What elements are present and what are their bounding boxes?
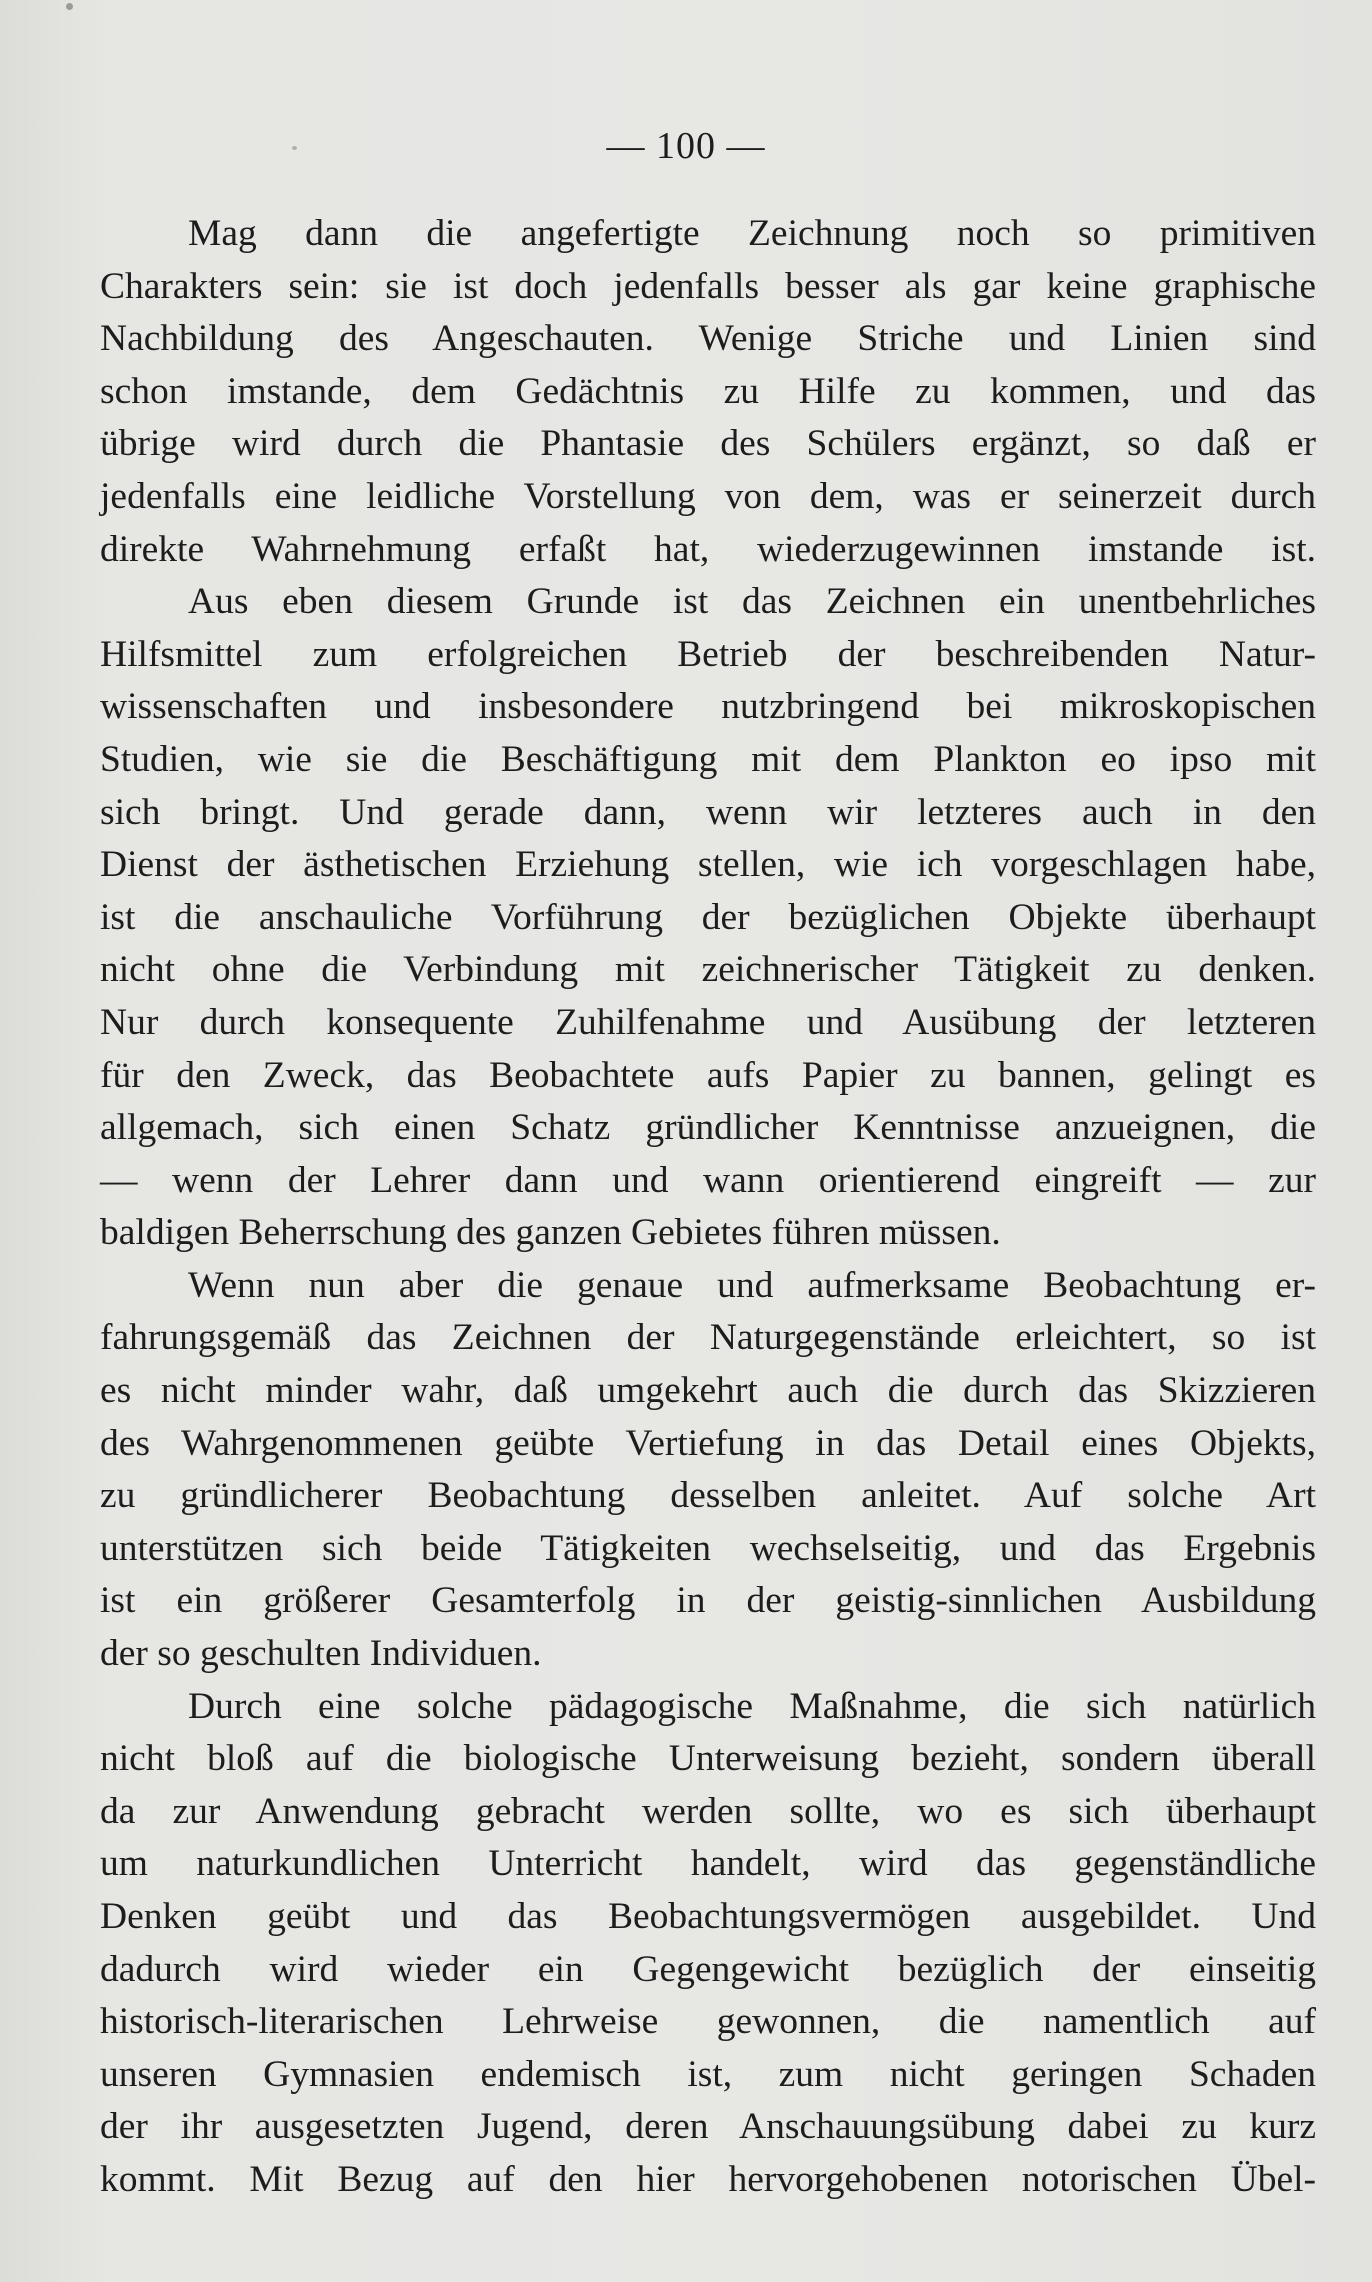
text-line: schon imstande, dem Gedächtnis zu Hilfe zu kommen, und das bbox=[100, 370, 1316, 412]
text-line: kommt. Mit Bezug auf den hier hervorgehobenen notorischen Übel- bbox=[100, 2158, 1316, 2200]
text-line: wissenschaften und insbesondere nutzbringend bei mikroskopischen bbox=[100, 686, 1316, 728]
text-line: Nur durch konsequente Zuhilfenahme und Ausübung der letzteren bbox=[100, 1001, 1316, 1043]
text-line: Studien, wie sie die Beschäftigung mit dem Plankton eo ipso mit bbox=[100, 738, 1316, 780]
text-line: baldigen Beherrschung des ganzen Gebietes führen müssen. bbox=[100, 1212, 1001, 1254]
text-line: Mag dann die angefertigte Zeichnung noch so primitiven bbox=[188, 213, 1316, 254]
text-line: fahrungsgemäß das Zeichnen der Naturgegenstände erleichtert, so ist bbox=[100, 1317, 1316, 1359]
text-line: unterstützen sich beide Tätigkeiten wechselseitig, und das Ergebnis bbox=[100, 1527, 1316, 1569]
text-line: der ihr ausgesetzten Jugend, deren Anschauungsübung dabei zu kurz bbox=[100, 2106, 1316, 2148]
text-line: der so geschulten Individuen. bbox=[100, 1633, 542, 1675]
text-line: allgemach, sich einen Schatz gründlicher Kenntnisse anzueignen, die bbox=[100, 1107, 1316, 1149]
page-number: — 100 — bbox=[606, 125, 766, 167]
text-line: Nachbildung des Angeschauten. Wenige Striche und Linien sind bbox=[100, 318, 1316, 360]
text-line: Aus eben diesem Grunde ist das Zeichnen ein unentbehrliches bbox=[188, 581, 1316, 623]
text-line: jedenfalls eine leidliche Vorstellung von dem, was er seinerzeit durch bbox=[100, 475, 1316, 517]
text-line: Charakters sein: sie ist doch jedenfalls besser als gar keine graphische bbox=[100, 265, 1316, 307]
text-line: Dienst der ästhetischen Erziehung stellen, wie ich vorgeschlagen habe, bbox=[100, 844, 1316, 886]
text-line: nicht ohne die Verbindung mit zeichnerischer Tätigkeit zu denken. bbox=[100, 949, 1316, 991]
text-line: da zur Anwendung gebracht werden sollte, wo es sich überhaupt bbox=[100, 1790, 1316, 1832]
paragraph-4 bbox=[100, 1681, 1316, 2207]
text-line: des Wahrgenommenen geübte Vertiefung in das Detail eines Objekts, bbox=[100, 1422, 1316, 1464]
text-line: direkte Wahrnehmung erfaßt hat, wiederzugewinnen imstande ist. bbox=[100, 528, 1316, 570]
text-line: sich bringt. Und gerade dann, wenn wir letzteres auch in den bbox=[100, 791, 1316, 833]
text-line: Denken geübt und das Beobachtungsvermögen ausgebildet. Und bbox=[100, 1896, 1316, 1937]
paragraph-1 bbox=[100, 208, 1316, 576]
text-line: Wenn nun aber die genaue und aufmerksame Beobachtung er- bbox=[188, 1264, 1316, 1306]
text-line: — wenn der Lehrer dann und wann orientierend eingreift — zur bbox=[100, 1159, 1316, 1201]
text-line: unseren Gymnasien endemisch ist, zum nicht geringen Schaden bbox=[100, 2053, 1316, 2095]
paragraph-2 bbox=[100, 576, 1316, 1260]
text-line: Hilfsmittel zum erfolgreichen Betrieb der beschreibenden Natur- bbox=[100, 633, 1316, 675]
text-line: ist ein größerer Gesamterfolg in der geistig-sinnlichen Ausbildung bbox=[100, 1580, 1316, 1622]
text-line: es nicht minder wahr, daß umgekehrt auch die durch das Skizzieren bbox=[100, 1370, 1316, 1412]
text-line: zu gründlicherer Beobachtung desselben anleitet. Auf solche Art bbox=[100, 1475, 1316, 1517]
page-speck bbox=[66, 3, 73, 10]
text-line: historisch-literarischen Lehrweise gewonnen, die namentlich auf bbox=[100, 2001, 1316, 2043]
text-line: für den Zweck, das Beobachtete aufs Papier zu bannen, gelingt es bbox=[100, 1054, 1316, 1096]
body-text bbox=[100, 208, 1316, 2207]
text-line: dadurch wird wieder ein Gegengewicht bezüglich der einseitig bbox=[100, 1948, 1316, 1990]
text-line: ist die anschauliche Vorführung der bezüglichen Objekte überhaupt bbox=[100, 896, 1316, 938]
paragraph-3 bbox=[100, 1260, 1316, 1681]
text-line: übrige wird durch die Phantasie des Schülers ergänzt, so daß er bbox=[100, 423, 1316, 465]
text-line: nicht bloß auf die biologische Unterweisung bezieht, sondern überall bbox=[100, 1738, 1316, 1780]
text-line: Durch eine solche pädagogische Maßnahme, die sich natürlich bbox=[188, 1685, 1316, 1727]
text-line: um naturkundlichen Unterricht handelt, wird das gegenständliche bbox=[100, 1843, 1316, 1885]
